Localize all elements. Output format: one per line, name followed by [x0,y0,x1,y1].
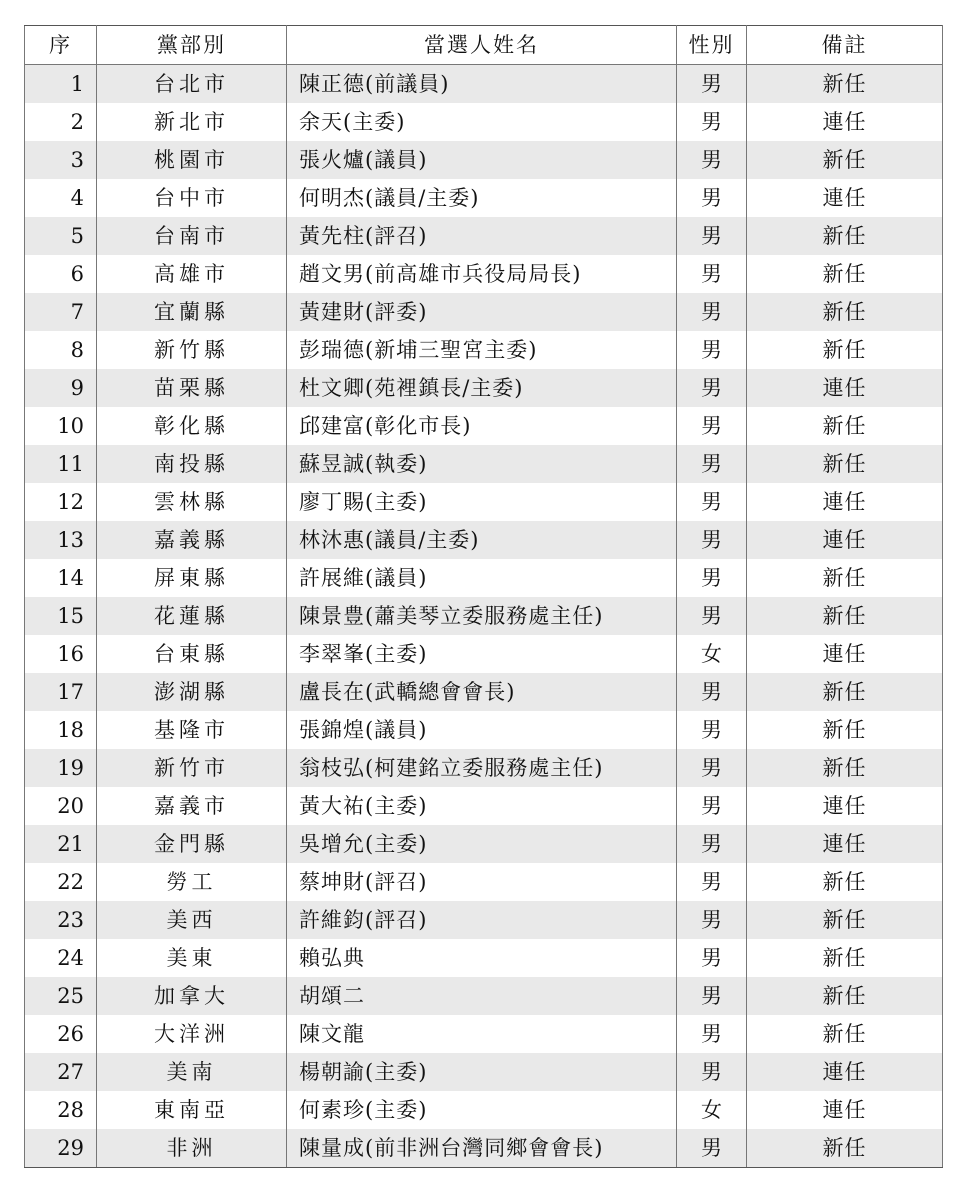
cell-branch: 台南市 [97,217,287,255]
cell-seq: 20 [25,787,97,825]
cell-name: 吳增允(主委) [287,825,677,863]
table-row [25,673,943,711]
header-gender: 性別 [677,26,747,65]
cell-name: 陳量成(前非洲台灣同鄉會會長) [287,1129,677,1168]
cell-name: 蔡坤財(評召) [287,863,677,901]
cell-branch: 澎湖縣 [97,673,287,711]
cell-name: 余天(主委) [287,103,677,141]
table-row [25,825,943,863]
cell-seq: 26 [25,1015,97,1053]
cell-seq: 8 [25,331,97,369]
cell-name: 何明杰(議員/主委) [287,179,677,217]
cell-gender: 男 [677,65,747,104]
cell-gender: 男 [677,825,747,863]
cell-gender: 男 [677,331,747,369]
cell-branch: 宜蘭縣 [97,293,287,331]
table-row [25,179,943,217]
cell-seq: 27 [25,1053,97,1091]
cell-seq: 29 [25,1129,97,1168]
cell-note: 連任 [747,369,943,407]
cell-note: 新任 [747,331,943,369]
cell-gender: 男 [677,293,747,331]
table-body [25,65,943,1168]
cell-name: 黃建財(評委) [287,293,677,331]
cell-seq: 21 [25,825,97,863]
cell-seq: 1 [25,65,97,104]
table-row [25,597,943,635]
table-row [25,521,943,559]
cell-branch: 基隆市 [97,711,287,749]
table-row [25,331,943,369]
header-note: 備註 [747,26,943,65]
cell-note: 新任 [747,1015,943,1053]
table-row [25,901,943,939]
cell-branch: 美東 [97,939,287,977]
cell-seq: 13 [25,521,97,559]
cell-seq: 6 [25,255,97,293]
cell-seq: 10 [25,407,97,445]
cell-name: 陳正德(前議員) [287,65,677,104]
cell-name: 許展維(議員) [287,559,677,597]
cell-name: 林沐惠(議員/主委) [287,521,677,559]
table-row [25,787,943,825]
cell-gender: 男 [677,1015,747,1053]
cell-note: 連任 [747,635,943,673]
cell-note: 連任 [747,483,943,521]
cell-note: 連任 [747,1091,943,1129]
cell-seq: 2 [25,103,97,141]
cell-gender: 男 [677,901,747,939]
cell-branch: 嘉義縣 [97,521,287,559]
elected-table [24,25,943,1168]
cell-gender: 男 [677,673,747,711]
cell-seq: 15 [25,597,97,635]
cell-name: 彭瑞德(新埔三聖宮主委) [287,331,677,369]
cell-note: 新任 [747,407,943,445]
table-row [25,217,943,255]
cell-note: 新任 [747,939,943,977]
cell-gender: 男 [677,179,747,217]
cell-name: 楊朝諭(主委) [287,1053,677,1091]
cell-branch: 美西 [97,901,287,939]
cell-branch: 美南 [97,1053,287,1091]
table-row [25,445,943,483]
table-header-row [25,26,943,65]
cell-note: 新任 [747,711,943,749]
cell-note: 新任 [747,977,943,1015]
cell-note: 新任 [747,1129,943,1168]
cell-gender: 男 [677,255,747,293]
cell-branch: 高雄市 [97,255,287,293]
table-row [25,1053,943,1091]
cell-branch: 加拿大 [97,977,287,1015]
cell-note: 新任 [747,559,943,597]
cell-note: 新任 [747,749,943,787]
cell-branch: 南投縣 [97,445,287,483]
cell-note: 新任 [747,217,943,255]
table-row [25,1091,943,1129]
cell-seq: 24 [25,939,97,977]
table-row [25,65,943,104]
cell-seq: 19 [25,749,97,787]
cell-branch: 新竹市 [97,749,287,787]
cell-note: 新任 [747,597,943,635]
cell-gender: 女 [677,1091,747,1129]
cell-gender: 男 [677,559,747,597]
cell-gender: 女 [677,635,747,673]
table-row [25,1015,943,1053]
table-row [25,863,943,901]
cell-gender: 男 [677,787,747,825]
cell-note: 新任 [747,255,943,293]
cell-name: 邱建富(彰化市長) [287,407,677,445]
cell-gender: 男 [677,1053,747,1091]
cell-seq: 5 [25,217,97,255]
cell-name: 張錦煌(議員) [287,711,677,749]
cell-note: 新任 [747,863,943,901]
cell-branch: 苗栗縣 [97,369,287,407]
cell-name: 何素珍(主委) [287,1091,677,1129]
cell-branch: 大洋洲 [97,1015,287,1053]
cell-name: 翁枝弘(柯建銘立委服務處主任) [287,749,677,787]
table-row [25,369,943,407]
cell-name: 李翠峯(主委) [287,635,677,673]
cell-branch: 嘉義市 [97,787,287,825]
cell-note: 新任 [747,901,943,939]
cell-gender: 男 [677,977,747,1015]
cell-name: 張火爐(議員) [287,141,677,179]
cell-note: 新任 [747,445,943,483]
cell-branch: 彰化縣 [97,407,287,445]
cell-branch: 台東縣 [97,635,287,673]
table-row [25,141,943,179]
cell-branch: 勞工 [97,863,287,901]
cell-seq: 28 [25,1091,97,1129]
cell-note: 連任 [747,179,943,217]
cell-seq: 22 [25,863,97,901]
cell-seq: 11 [25,445,97,483]
cell-name: 趙文男(前高雄市兵役局局長) [287,255,677,293]
cell-note: 連任 [747,521,943,559]
cell-gender: 男 [677,521,747,559]
cell-gender: 男 [677,483,747,521]
cell-seq: 23 [25,901,97,939]
cell-note: 新任 [747,293,943,331]
cell-note: 新任 [747,141,943,179]
header-seq: 序 [25,26,97,65]
cell-branch: 新竹縣 [97,331,287,369]
cell-gender: 男 [677,597,747,635]
cell-seq: 3 [25,141,97,179]
cell-seq: 17 [25,673,97,711]
cell-gender: 男 [677,141,747,179]
cell-gender: 男 [677,369,747,407]
cell-note: 新任 [747,65,943,104]
header-name: 當選人姓名 [287,26,677,65]
table-row [25,711,943,749]
cell-name: 陳文龍 [287,1015,677,1053]
cell-seq: 18 [25,711,97,749]
cell-gender: 男 [677,445,747,483]
cell-name: 廖丁賜(主委) [287,483,677,521]
cell-name: 蘇昱誠(執委) [287,445,677,483]
cell-gender: 男 [677,407,747,445]
cell-note: 新任 [747,673,943,711]
cell-gender: 男 [677,711,747,749]
table-row [25,483,943,521]
table-row [25,635,943,673]
table-row [25,103,943,141]
cell-note: 連任 [747,825,943,863]
cell-gender: 男 [677,749,747,787]
cell-seq: 9 [25,369,97,407]
cell-branch: 桃園市 [97,141,287,179]
header-branch: 黨部別 [97,26,287,65]
cell-branch: 台北市 [97,65,287,104]
cell-gender: 男 [677,863,747,901]
cell-note: 連任 [747,103,943,141]
cell-seq: 4 [25,179,97,217]
cell-seq: 14 [25,559,97,597]
table-row [25,749,943,787]
cell-name: 黃大祐(主委) [287,787,677,825]
cell-name: 盧長在(武轎總會會長) [287,673,677,711]
cell-gender: 男 [677,217,747,255]
cell-branch: 台中市 [97,179,287,217]
cell-note: 連任 [747,1053,943,1091]
cell-branch: 雲林縣 [97,483,287,521]
cell-seq: 12 [25,483,97,521]
cell-seq: 16 [25,635,97,673]
table-row [25,939,943,977]
cell-name: 陳景豊(蕭美琴立委服務處主任) [287,597,677,635]
cell-note: 連任 [747,787,943,825]
elected-table-container [24,25,942,1168]
table-row [25,559,943,597]
cell-branch: 屏東縣 [97,559,287,597]
cell-name: 黃先柱(評召) [287,217,677,255]
cell-branch: 東南亞 [97,1091,287,1129]
table-row [25,293,943,331]
table-row [25,977,943,1015]
table-row [25,1129,943,1168]
cell-branch: 金門縣 [97,825,287,863]
cell-branch: 花蓮縣 [97,597,287,635]
cell-gender: 男 [677,939,747,977]
cell-gender: 男 [677,1129,747,1168]
cell-seq: 25 [25,977,97,1015]
table-row [25,407,943,445]
cell-name: 胡頌二 [287,977,677,1015]
cell-branch: 新北市 [97,103,287,141]
cell-name: 杜文卿(苑裡鎮長/主委) [287,369,677,407]
table-row [25,255,943,293]
cell-name: 賴弘典 [287,939,677,977]
cell-branch: 非洲 [97,1129,287,1168]
cell-name: 許維鈞(評召) [287,901,677,939]
cell-seq: 7 [25,293,97,331]
cell-gender: 男 [677,103,747,141]
